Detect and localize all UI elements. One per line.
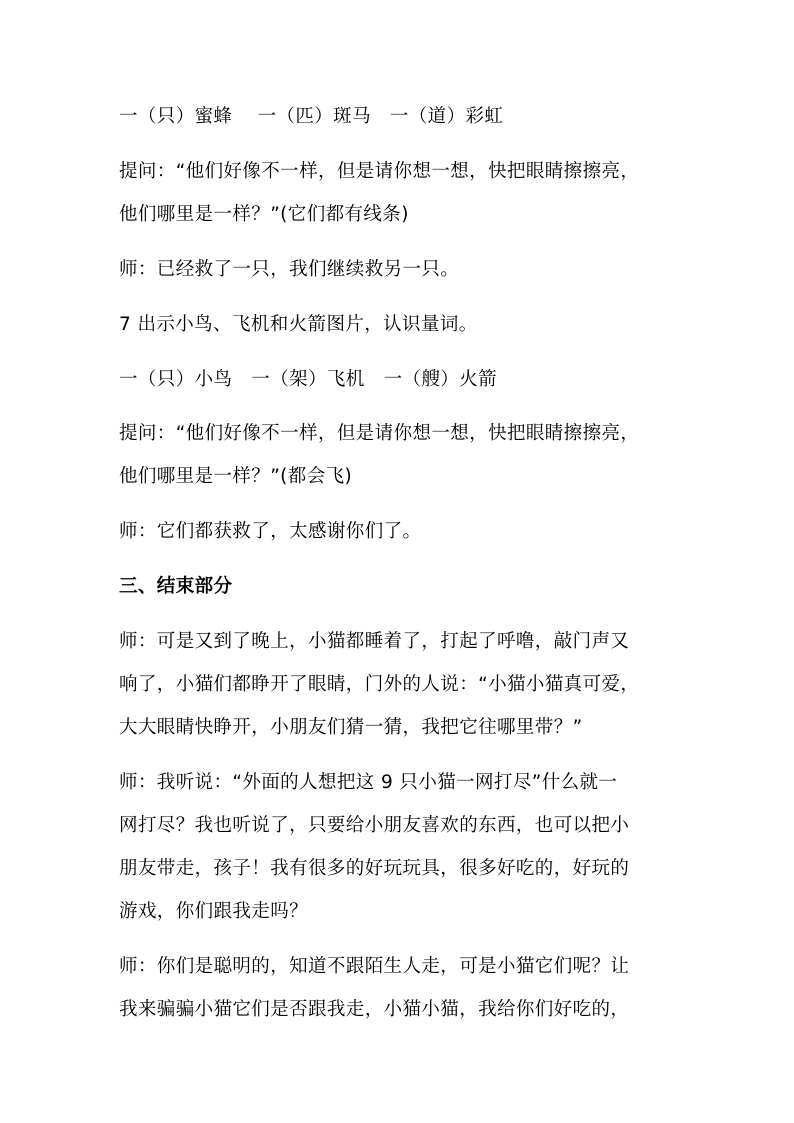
text-line-paragraph-2b: 网打尽？我也听说了，只要给小朋友喜欢的东西，也可以把小 xyxy=(119,815,630,836)
text-line-paragraph-3a: 师：你们是聪明的，知道不跟陌生人走，可是小猫它们呢？让 xyxy=(119,956,630,977)
text-line-question-1b: 他们哪里是一样？”(它们都有线条) xyxy=(119,204,409,225)
text-line-question-2b: 他们哪里是一样？”(都会飞) xyxy=(119,466,353,487)
text-line-paragraph-2c: 朋友带走，孩子！我有很多的好玩玩具，很多好吃的，好玩的 xyxy=(119,858,630,879)
text-line-paragraph-2d: 游戏，你们跟我走吗？ xyxy=(119,901,309,922)
text-line-paragraph-3b: 我来骗骗小猫它们是否跟我走，小猫小猫，我给你们好吃的， xyxy=(119,999,630,1020)
text-line-paragraph-1c: 大大眼睛快睁开，小朋友们猜一猜，我把它往哪里带？” xyxy=(119,717,583,738)
section-heading-ending: 三、结束部分 xyxy=(119,576,233,597)
text-line-question-1a: 提问：“他们好像不一样，但是请你想一想，快把眼睛擦擦亮， xyxy=(119,161,640,182)
text-line-paragraph-1b: 响了，小猫们都睁开了眼睛，门外的人说：“小猫小猫真可爱， xyxy=(119,674,640,695)
text-line-teacher-2: 师：它们都获救了，太感谢你们了。 xyxy=(119,521,422,542)
text-line-question-2a: 提问：“他们好像不一样，但是请你想一想，快把眼睛擦擦亮， xyxy=(119,423,640,444)
text-line-paragraph-1a: 师：可是又到了晚上，小猫都睡着了，打起了呼噜，敲门声又 xyxy=(119,631,630,652)
text-line-step-7: 7 出示小鸟、飞机和火箭图片，认识量词。 xyxy=(119,314,478,335)
text-line-paragraph-2a: 师：我听说：“外面的人想把这 9 只小猫一网打尽”什么就一 xyxy=(119,772,618,793)
text-line-measure-words-2: 一（只）小鸟 一（架）飞机 一（艘）火箭 xyxy=(119,369,498,390)
text-line-teacher-1: 师：已经救了一只，我们继续救另一只。 xyxy=(119,259,460,280)
text-line-measure-words-1: 一（只）蜜蜂 一（匹）斑马 一（道）彩虹 xyxy=(119,106,504,127)
